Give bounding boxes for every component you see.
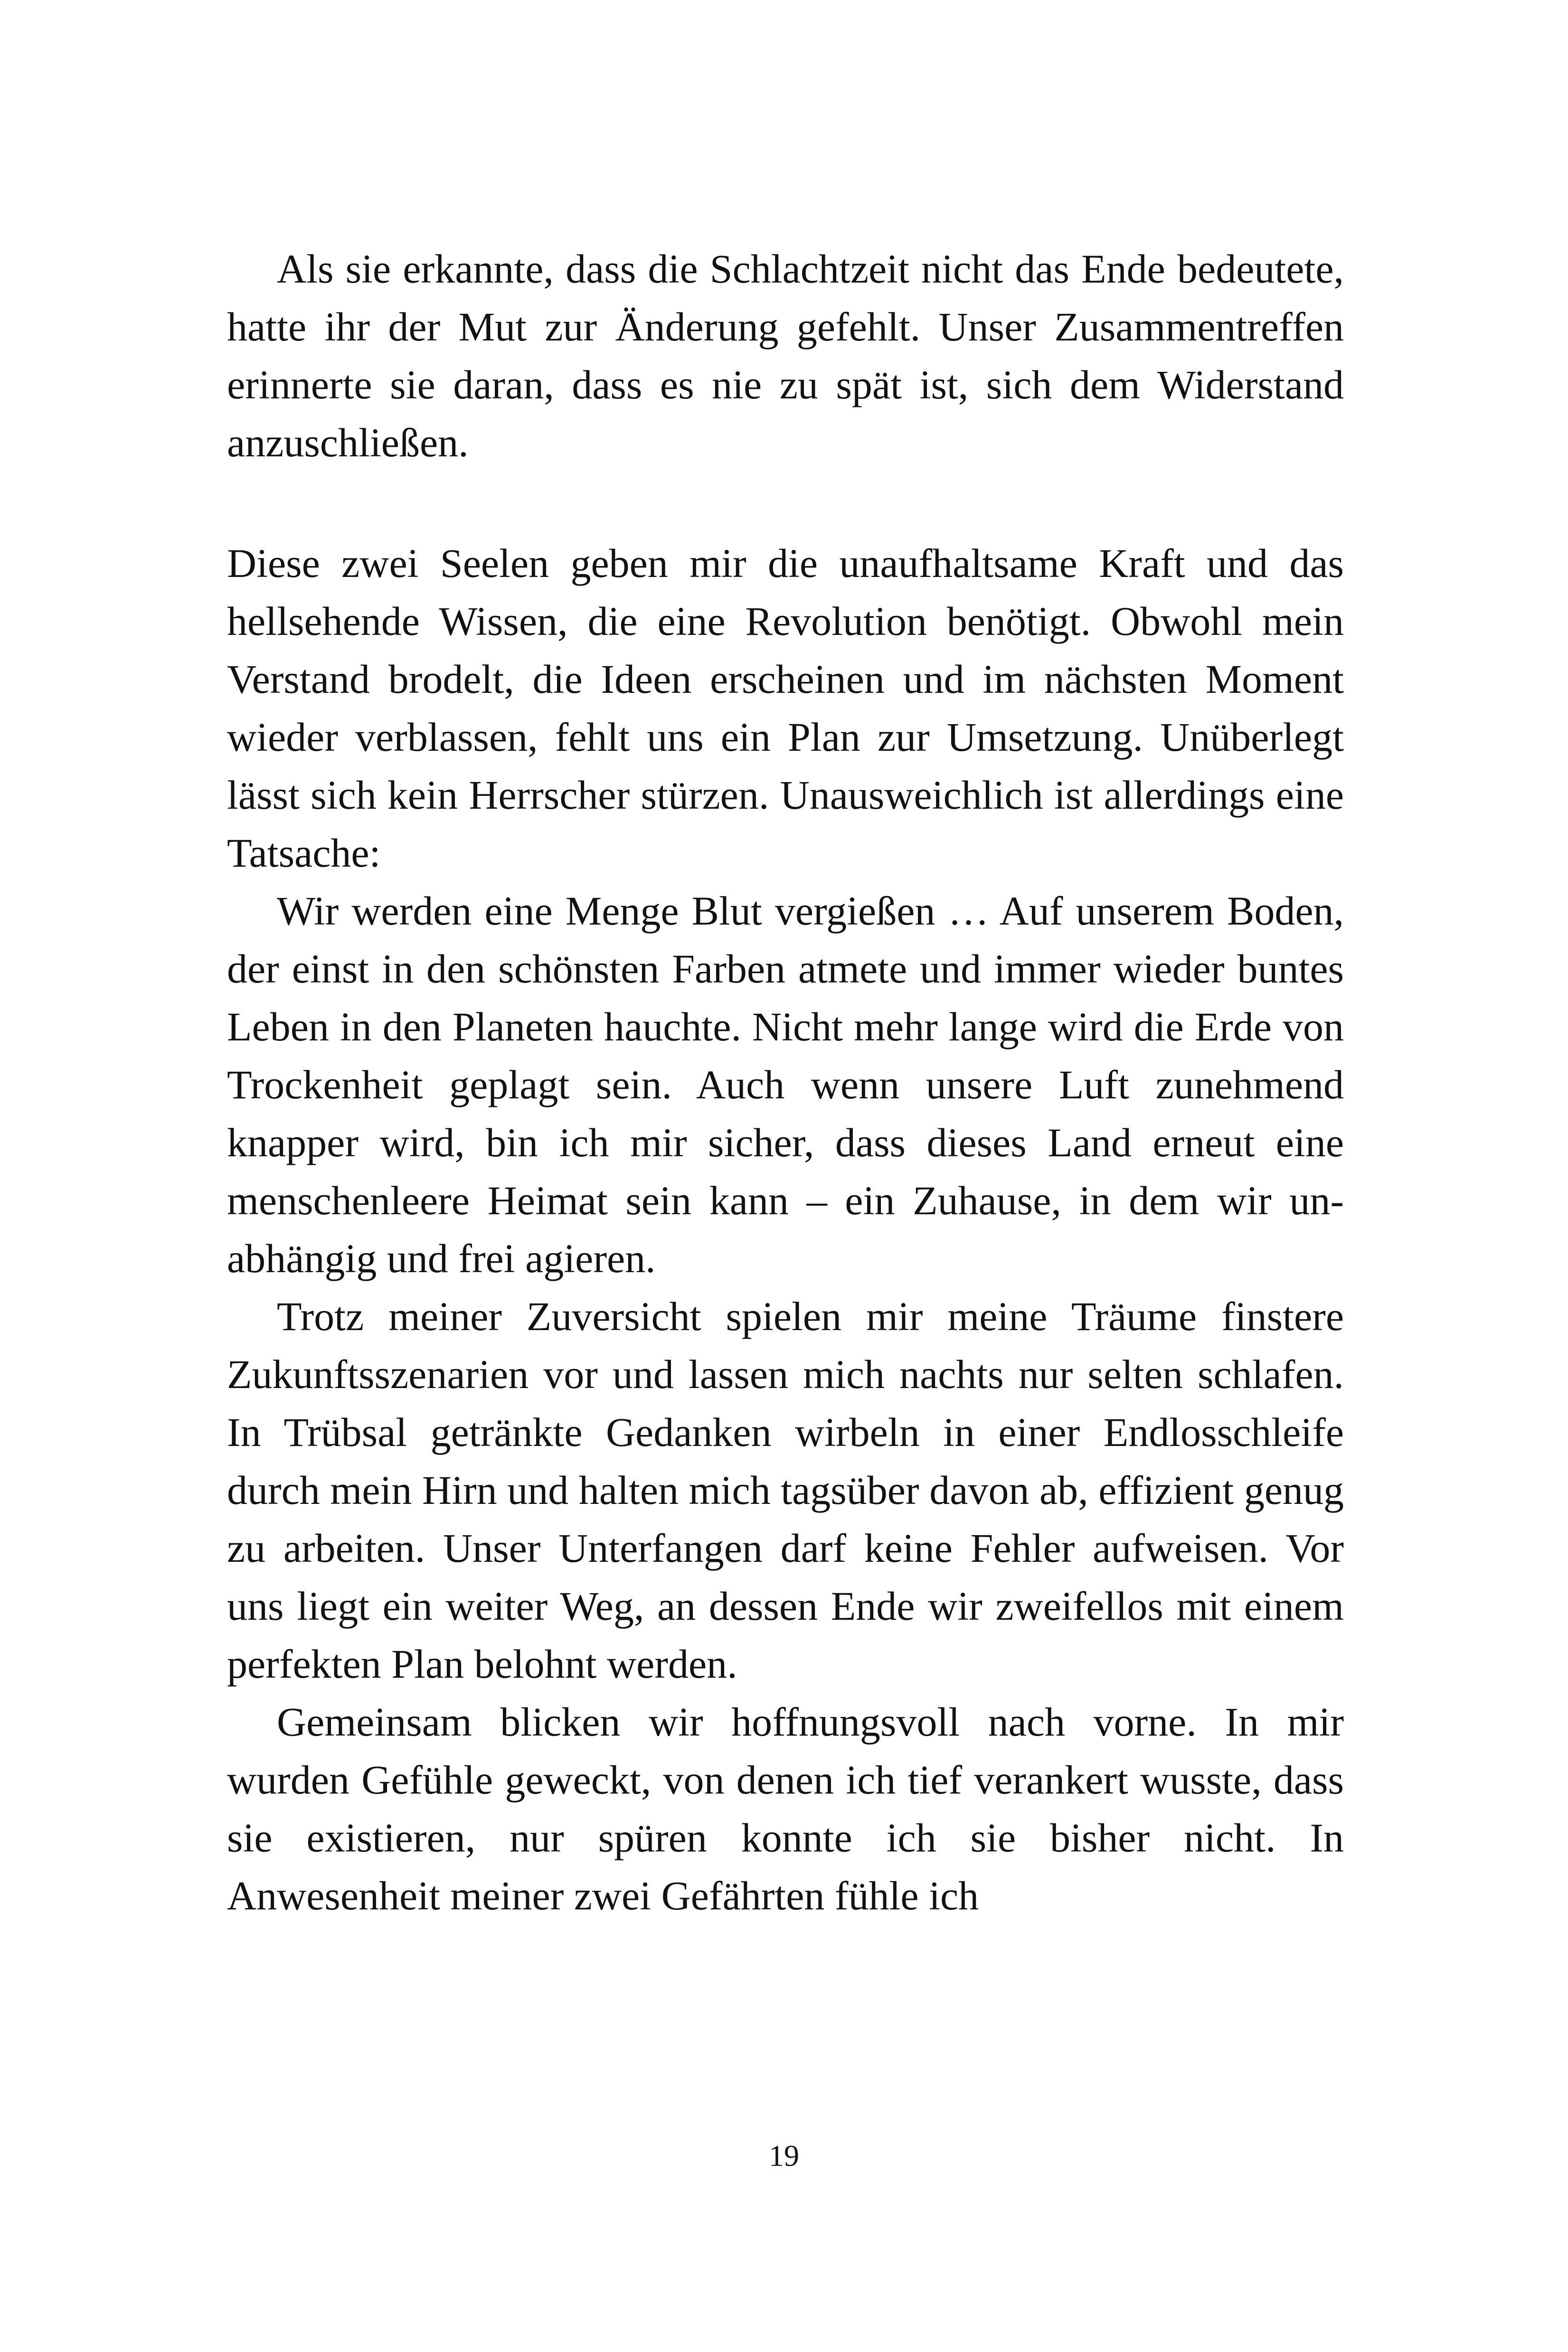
text-block-top [227,240,1344,472]
paragraph: Als sie erkannte, dass die Schlachtzeit nicht das Ende bedeutete, hatte ihr der Mut zur Änderung gefehlt. Unser Zusammentreffen erinnerte sie daran, dass es nie zu spät ist, sich dem Widerstand anzuschließen. [227,246,1344,465]
text-block-main [227,534,1344,1925]
paragraph: Diese zwei Seelen geben mir die unaufhaltsame Kraft und das hellsehende Wissen, die eine Revolution benötigt. Obwohl mein Verstand brodelt, die Ideen erscheinen und im nächsten Moment wieder verblassen, fehlt uns ein Plan zur Umsetzung. Unüberlegt lässt sich kein Herrscher stürzen. Unausweichlich ist allerdings eine Tatsache: [227,540,1344,876]
paragraph: Wir werden eine Menge Blut vergießen … Auf unserem Boden, der einst in den schönsten Farben atmete und immer wieder buntes Leben in den Planeten hauchte. Nicht mehr lange wird die Erde von Trockenheit geplagt sein. Auch wenn unsere Luft zunehmend knapper wird, bin ich mir sicher, dass dieses Land erneut eine menschenleere Heimat sein kann – ein Zuhause, in dem wir unabhängig und frei agieren. [227,888,1344,1281]
paragraph: Trotz meiner Zuversicht spielen mir meine Träume finstere Zukunftsszenarien vor und lassen mich nachts nur selten schlafen. In Trübsal getränkte Gedanken wirbeln in einer Endlosschleife durch mein Hirn und halten mich tagsüber davon ab, effizient genug zu arbeiten. Unser Unterfangen darf keine Fehler aufweisen. Vor uns liegt ein weiter Weg, an dessen Ende wir zweifellos mit einem perfekten Plan belohnt werden. [227,1294,1344,1687]
page-number: 19 [769,2139,799,2173]
paragraph: Gemeinsam blicken wir hoffnungsvoll nach vorne. In mir wurden Gefühle geweckt, von denen ich tief verankert wusste, dass sie existieren, nur spüren konnte ich sie bisher nicht. In Anwesenheit meiner zwei Gefährten fühle ich [227,1699,1344,1918]
